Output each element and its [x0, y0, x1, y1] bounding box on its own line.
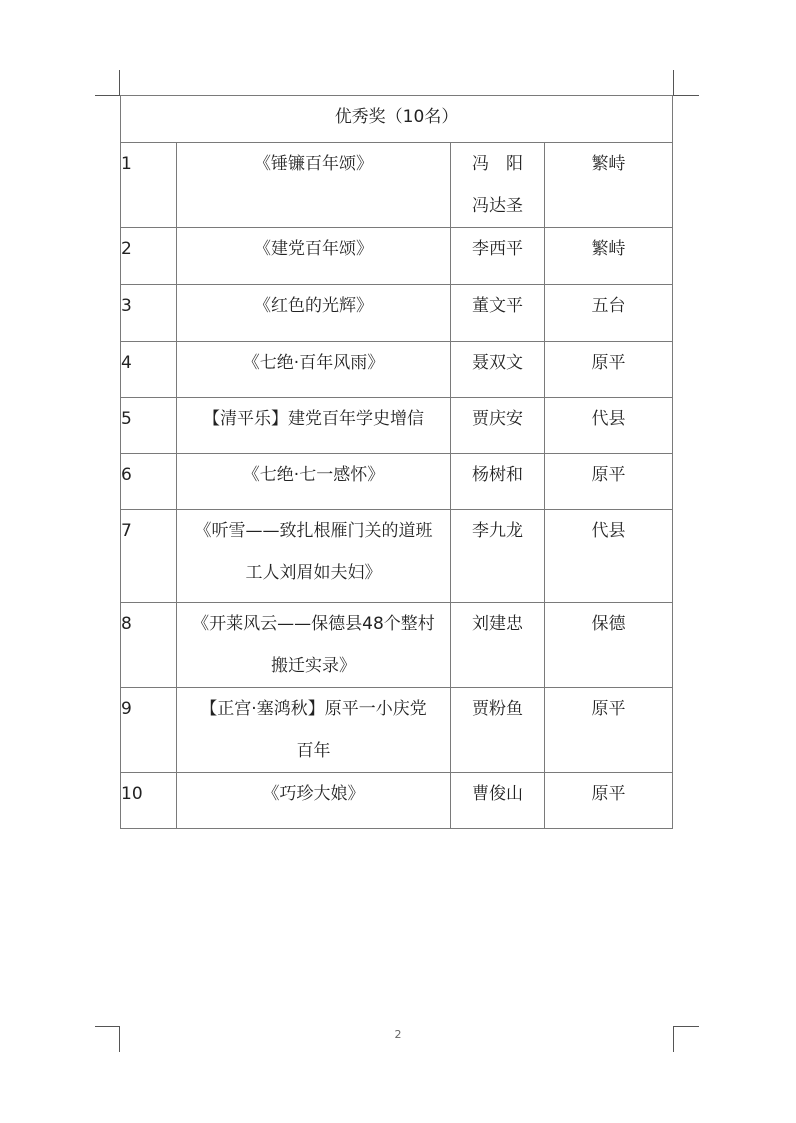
table-row — [121, 773, 673, 829]
author-name — [451, 688, 545, 773]
entry-number: 2 — [121, 228, 177, 285]
work-title-line: 《听雪——致扎根雁门关的道班 — [194, 521, 433, 541]
author-name-line: 曹俊山 — [472, 784, 523, 804]
work-title — [177, 398, 451, 454]
work-title-line: 《建党百年颂》 — [254, 239, 373, 259]
table-row — [121, 510, 673, 603]
work-title-line: 《巧珍大娘》 — [262, 784, 365, 804]
crop-mark-bottom-right-vertical — [673, 1026, 674, 1052]
region-name: 繁峙 — [545, 143, 673, 228]
region-name: 原平 — [545, 773, 673, 829]
table-row — [121, 454, 673, 510]
crop-mark-top-left-vertical — [119, 70, 120, 96]
region-name: 原平 — [545, 342, 673, 398]
entry-number: 1 — [121, 143, 177, 228]
author-name-line: 贾粉鱼 — [472, 699, 523, 719]
region-name: 保德 — [545, 603, 673, 688]
crop-mark-top-left-horizontal — [95, 95, 120, 96]
entry-number: 7 — [121, 510, 177, 603]
table-row — [121, 228, 673, 285]
work-title-line: 《七绝·七一感怀》 — [242, 465, 385, 485]
table-title-row — [121, 96, 673, 143]
region-name: 原平 — [545, 688, 673, 773]
work-title — [177, 285, 451, 342]
work-title — [177, 143, 451, 228]
crop-mark-bottom-right-horizontal — [673, 1026, 699, 1027]
author-name-line: 李九龙 — [472, 521, 523, 541]
author-name-line: 贾庆安 — [472, 409, 523, 429]
work-title — [177, 342, 451, 398]
crop-mark-bottom-left-horizontal — [95, 1026, 120, 1027]
author-name — [451, 603, 545, 688]
table-row — [121, 398, 673, 454]
author-name — [451, 454, 545, 510]
table-row — [121, 342, 673, 398]
author-name-line: 董文平 — [472, 296, 523, 316]
work-title — [177, 454, 451, 510]
page-number: 2 — [394, 1028, 402, 1041]
region-name: 原平 — [545, 454, 673, 510]
work-title-line: 《红色的光辉》 — [254, 296, 373, 316]
work-title — [177, 688, 451, 773]
entry-number: 4 — [121, 342, 177, 398]
work-title — [177, 773, 451, 829]
work-title — [177, 228, 451, 285]
region-name: 五台 — [545, 285, 673, 342]
table-title: 优秀奖（10名） — [121, 96, 673, 143]
work-title-line: 工人刘眉如夫妇》 — [245, 563, 382, 583]
region-name: 繁峙 — [545, 228, 673, 285]
entry-number: 5 — [121, 398, 177, 454]
author-name — [451, 773, 545, 829]
region-name: 代县 — [545, 510, 673, 603]
work-title-line: 《七绝·百年风雨》 — [242, 353, 385, 373]
author-name — [451, 398, 545, 454]
crop-mark-top-right-vertical — [673, 70, 674, 96]
author-name — [451, 342, 545, 398]
table-row — [121, 143, 673, 228]
entry-number: 6 — [121, 454, 177, 510]
author-name-line: 聂双文 — [472, 353, 523, 373]
entry-number: 9 — [121, 688, 177, 773]
work-title-line: 《锤镰百年颂》 — [254, 154, 373, 174]
work-title — [177, 603, 451, 688]
author-name-line: 李西平 — [472, 239, 523, 259]
author-name-line: 杨树和 — [472, 465, 523, 485]
author-name-line: 冯 阳 — [472, 154, 523, 174]
table-row — [121, 603, 673, 688]
award-table — [120, 95, 673, 829]
work-title — [177, 510, 451, 603]
author-name — [451, 510, 545, 603]
entry-number: 8 — [121, 603, 177, 688]
author-name — [451, 228, 545, 285]
crop-mark-top-right-horizontal — [673, 95, 699, 96]
work-title-line: 搬迁实录》 — [271, 656, 356, 676]
work-title-line: 《开莱风云——保德县48个整村 — [192, 614, 435, 634]
table-row — [121, 688, 673, 773]
entry-number: 3 — [121, 285, 177, 342]
author-name — [451, 285, 545, 342]
table-row — [121, 285, 673, 342]
work-title-line: 【清平乐】建党百年学史增信 — [203, 409, 424, 429]
author-name-line: 刘建忠 — [472, 614, 523, 634]
crop-mark-bottom-left-vertical — [119, 1026, 120, 1052]
author-name-line: 冯达圣 — [472, 196, 523, 216]
work-title-line: 百年 — [296, 741, 331, 761]
entry-number: 10 — [121, 773, 177, 829]
author-name — [451, 143, 545, 228]
work-title-line: 【正宫·塞鸿秋】原平一小庆党 — [200, 699, 427, 719]
region-name: 代县 — [545, 398, 673, 454]
